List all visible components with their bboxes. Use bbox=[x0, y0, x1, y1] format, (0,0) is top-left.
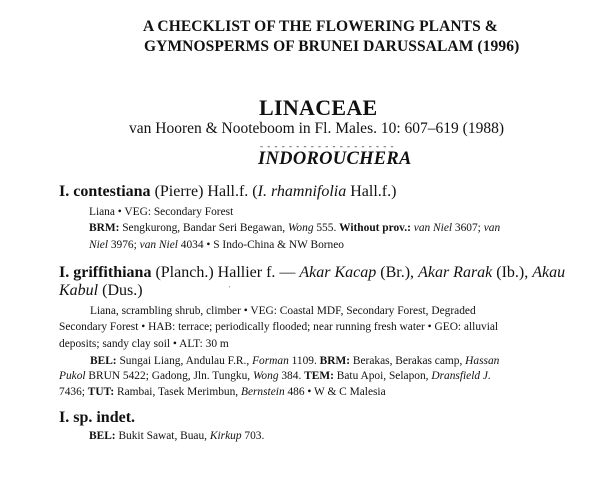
species-heading bbox=[59, 409, 135, 427]
collection-number: 1109. bbox=[288, 355, 320, 367]
species-synonym: I. rhamnifolia bbox=[257, 183, 347, 200]
species-name: I. sp. indet. bbox=[59, 409, 136, 426]
collector: Forman bbox=[252, 355, 289, 367]
collector: van bbox=[483, 222, 501, 234]
header-line-2: GYMNOSPERMS OF BRUNEI DARUSSALAM (1996) bbox=[144, 38, 520, 55]
collector: Niel bbox=[89, 239, 108, 251]
vernacular-source: (Dus.) bbox=[98, 282, 143, 299]
collector: Bernstein bbox=[240, 386, 285, 398]
species-habit: Liana • VEG: Secondary Forest bbox=[89, 206, 234, 218]
specimen-line bbox=[59, 386, 386, 398]
district-label: TUT: bbox=[87, 386, 115, 398]
district-label: BEL: bbox=[89, 430, 116, 442]
collector: van Niel bbox=[413, 222, 453, 234]
vernacular-name: Akar Kacap bbox=[299, 264, 377, 281]
collector: van Niel bbox=[139, 239, 178, 251]
collection-number: 3607; bbox=[452, 222, 484, 234]
family-name: LINACEAE bbox=[259, 95, 378, 120]
vernacular-name: Akar Rarak bbox=[418, 264, 493, 281]
collection-number: 3976; bbox=[107, 239, 140, 251]
specimen-line bbox=[89, 430, 264, 442]
species-synonym-author: Hall.f.) bbox=[346, 183, 397, 200]
collector: Pukol bbox=[59, 370, 86, 382]
species-name: I. griffithiana bbox=[59, 264, 152, 281]
vernacular-name: Akau bbox=[532, 264, 566, 281]
district-label: BEL: bbox=[90, 355, 117, 367]
species-description: deposits; sandy clay soil • ALT: 30 m bbox=[59, 338, 229, 350]
collection-number: 555. bbox=[313, 222, 340, 234]
collection-number: 703. bbox=[241, 430, 265, 442]
specimen-line bbox=[89, 239, 344, 251]
locality: Sengkurong, Bandar Seri Begawan, bbox=[119, 222, 288, 234]
collector: Dransfield J. bbox=[431, 370, 491, 382]
genus-name: INDOROUCHERA bbox=[258, 149, 412, 169]
species-author: (Pierre) Hall.f. ( bbox=[150, 183, 258, 200]
family-reference: van Hooren & Nooteboom in Fl. Males. 10: 607–619 (1988) bbox=[129, 120, 504, 137]
collector: Wong bbox=[252, 370, 279, 382]
collection-number: 486 • W & C Malesia bbox=[284, 386, 386, 398]
collection-number: 7436; bbox=[59, 386, 88, 398]
locality: Sungai Liang, Andulau F.R., bbox=[116, 355, 253, 367]
species-heading bbox=[59, 264, 565, 282]
specimen-line bbox=[89, 222, 500, 234]
collection-number: 384. bbox=[278, 370, 305, 382]
collector: Wong bbox=[287, 222, 314, 234]
district-label: BRM: bbox=[89, 222, 120, 234]
locality: Bukit Sawat, Buau, bbox=[115, 430, 210, 442]
collector: Hassan bbox=[465, 355, 500, 367]
vernacular-name: Kabul bbox=[59, 282, 99, 299]
district-label: BRM: bbox=[319, 355, 351, 367]
locality: Batu Apoi, Selapon, bbox=[333, 370, 432, 382]
vernacular-source: (Br.), bbox=[376, 264, 419, 281]
vernacular-source: (Ib.), bbox=[492, 264, 533, 281]
species-heading-cont bbox=[59, 282, 143, 300]
speck-mark: ' bbox=[229, 285, 231, 293]
collection-number: BRUN 5422; Gadong, Jln. Tungku, bbox=[85, 370, 253, 382]
species-author: (Planch.) Hallier f. — bbox=[151, 264, 300, 281]
district-label: Without prov.: bbox=[339, 222, 411, 234]
locality: Berakas, Berakas camp, bbox=[350, 355, 466, 367]
locality: Rambai, Tasek Merimbun, bbox=[114, 386, 241, 398]
collector: Kirkup bbox=[209, 430, 242, 442]
species-heading bbox=[59, 183, 396, 201]
collection-number: 4034 • S Indo-China & NW Borneo bbox=[177, 239, 345, 251]
header-line-1: A CHECKLIST OF THE FLOWERING PLANTS & bbox=[143, 18, 498, 35]
specimen-line bbox=[90, 355, 499, 367]
divider: - - - - - - - - - - - - - - - - - - - bbox=[260, 141, 395, 151]
specimen-line bbox=[59, 370, 491, 382]
district-label: TEM: bbox=[304, 370, 334, 382]
species-description: Liana, scrambling shrub, climber • VEG: Coastal MDF, Secondary Forest, Degraded bbox=[90, 305, 476, 317]
species-description: Secondary Forest • HAB: terrace; periodically flooded; near running fresh water • GEO: alluvial bbox=[59, 321, 499, 333]
species-name: I. contestiana bbox=[59, 183, 151, 200]
